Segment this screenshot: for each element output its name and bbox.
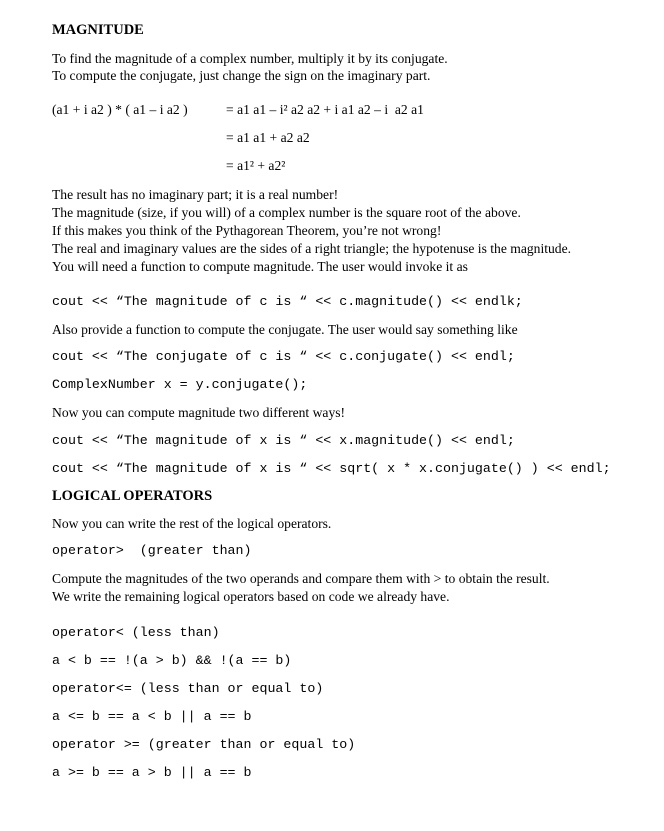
code-operator-lt-def: a < b == !(a > b) && !(a == b) (52, 653, 292, 668)
code-magnitude-call: cout << “The magnitude of c is “ << c.magnitude() << endlk; (52, 294, 523, 309)
math-line-1: = a1 a1 – i² a2 a2 + i a1 a2 – i a2 a1 (226, 102, 424, 117)
explanation-line-3: If this makes you think of the Pythagorean Theorem, you’re not wrong! (52, 223, 442, 238)
logical-explanation-1: Compute the magnitudes of the two operands and compare them with > to obtain the result. (52, 571, 550, 586)
explanation-line-5: You will need a function to compute magnitude. The user would invoke it as (52, 259, 468, 274)
math-line-3: = a1² + a2² (226, 158, 286, 173)
code-complex-number: ComplexNumber x = y.conjugate(); (52, 377, 308, 392)
code-operator-gt: operator> (greater than) (52, 543, 252, 558)
code-magnitude-way-2: cout << “The magnitude of x is “ << sqrt( x * x.conjugate() ) << endl; (52, 461, 611, 476)
code-magnitude-way-1: cout << “The magnitude of x is “ << x.magnitude() << endl; (52, 433, 515, 448)
math-line-2: = a1 a1 + a2 a2 (226, 130, 310, 145)
magnitude-heading: MAGNITUDE (52, 22, 144, 38)
conjugate-text: Also provide a function to compute the conjugate. The user would say something like (52, 322, 518, 337)
code-operator-le: operator<= (less than or equal to) (52, 681, 324, 696)
two-ways-text: Now you can compute magnitude two different ways! (52, 405, 346, 420)
code-operator-ge: operator >= (greater than or equal to) (52, 737, 356, 752)
logical-explanation-2: We write the remaining logical operators based on code we already have. (52, 589, 450, 604)
math-lhs: (a1 + i a2 ) * ( a1 – i a2 ) (52, 102, 188, 117)
intro-line-1: To find the magnitude of a complex number, multiply it by its conjugate. (52, 51, 448, 66)
explanation-line-2: The magnitude (size, if you will) of a complex number is the square root of the above. (52, 205, 521, 220)
logical-intro: Now you can write the rest of the logical operators. (52, 516, 332, 531)
logical-operators-heading: LOGICAL OPERATORS (52, 488, 213, 504)
explanation-line-1: The result has no imaginary part; it is a real number! (52, 187, 339, 202)
code-operator-le-def: a <= b == a < b || a == b (52, 709, 252, 724)
code-operator-ge-def: a >= b == a > b || a == b (52, 765, 252, 780)
code-conjugate-call: cout << “The conjugate of c is “ << c.conjugate() << endl; (52, 349, 515, 364)
intro-line-2: To compute the conjugate, just change the sign on the imaginary part. (52, 68, 431, 83)
code-operator-lt: operator< (less than) (52, 625, 220, 640)
explanation-line-4: The real and imaginary values are the sides of a right triangle; the hypotenuse is the magnitude. (52, 241, 572, 256)
